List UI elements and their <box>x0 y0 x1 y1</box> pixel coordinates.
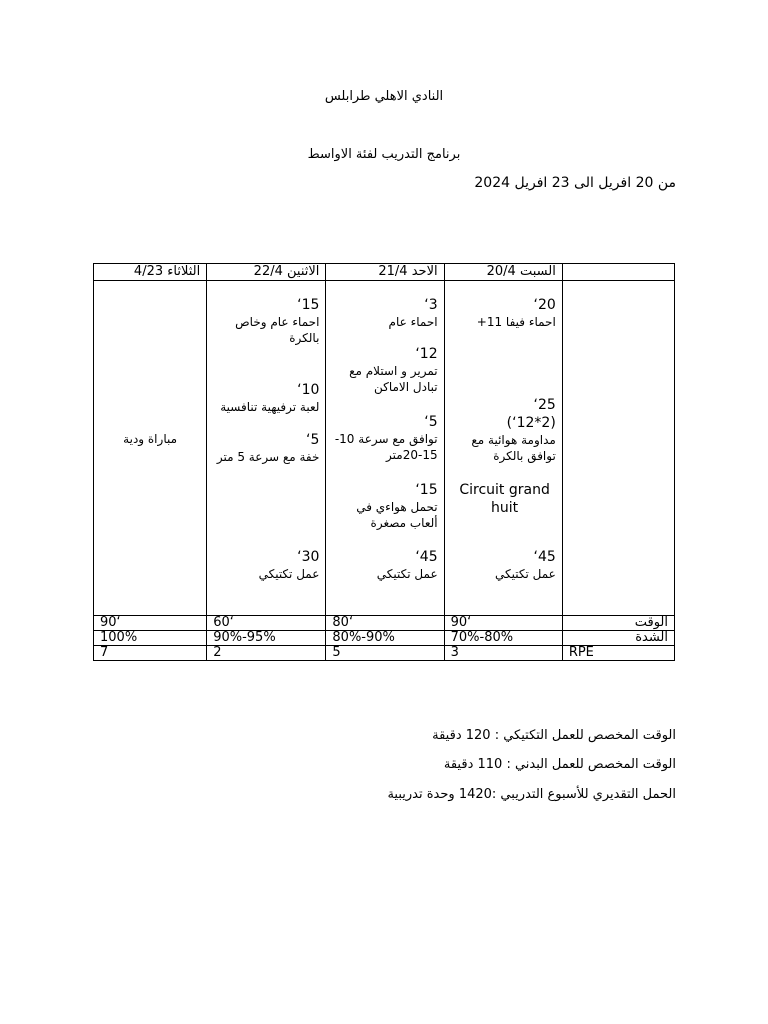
sat-block-1: 20‘ احماء فيفا 11+ <box>476 297 556 329</box>
sat-block-4: 45‘ عمل تكتيكي <box>494 549 556 581</box>
tuesday-cell <box>94 281 207 616</box>
mon-block-4: 30‘ عمل تكتيكي <box>258 549 320 581</box>
sun-block-3: 5‘ توافق مع سرعة 10-15-20متر <box>334 414 438 462</box>
sun-block-2: 12‘ تمرير و استلام مع تبادل الاماكن <box>349 346 438 394</box>
mon-block-2: 10‘ لعبة ترفيهية تنافسية <box>220 382 320 414</box>
intensity-mon: 90%-95% <box>207 631 326 646</box>
intensity-label: الشدة <box>562 631 674 646</box>
summary-load: الحمل التقديري للأسبوع التدريبي :1420 وحدة تدريبية <box>387 787 676 802</box>
rpe-label: RPE <box>562 646 674 661</box>
program-period: من 20 افريل الى 23 افريل 2024 <box>474 175 676 191</box>
time-mon: 60‘ <box>207 616 326 631</box>
sun-block-1: 3‘ احماء عام <box>388 297 438 329</box>
header-corner <box>562 264 674 281</box>
sun-block-5: 45‘ عمل تكتيكي <box>376 549 438 581</box>
summary-tactical: الوقت المخصص للعمل التكتيكي : 120 دقيقة <box>432 728 676 743</box>
time-tue: 90‘ <box>94 616 207 631</box>
sat-circuit: Circuit grand huit <box>459 482 550 516</box>
intensity-tue: 100% <box>94 631 207 646</box>
tue-friendly-match: مباراة ودية <box>123 432 178 446</box>
summary-physical: الوقت المخصص للعمل البدني : 110 دقيقة <box>443 757 676 772</box>
sunday-cell <box>326 281 444 616</box>
training-table <box>93 263 675 661</box>
club-name: النادي الاهلي طرابلس <box>324 89 444 104</box>
rpe-tue: 7 <box>94 646 207 661</box>
time-label: الوقت <box>562 616 674 631</box>
rpe-sat: 3 <box>444 646 562 661</box>
rpe-mon: 2 <box>207 646 326 661</box>
saturday-cell <box>444 281 562 616</box>
time-sat: 90‘ <box>444 616 562 631</box>
time-row <box>94 616 675 631</box>
mon-block-3: 5‘ خفة مع سرعة 5 متر <box>216 432 320 464</box>
mon-block-1: 15‘ احماء عام وخاص بالكرة <box>235 297 320 345</box>
table-header-row <box>94 264 675 281</box>
header-tuesday: الثلاثاء 4/23 <box>94 264 207 281</box>
header-monday: الاثنين 22/4 <box>207 264 326 281</box>
monday-cell <box>207 281 326 616</box>
header-sunday: الاحد 21/4 <box>326 264 444 281</box>
intensity-sat: 70%-80% <box>444 631 562 646</box>
intensity-row <box>94 631 675 646</box>
sun-block-4: 15‘ تحمل هواءي في ألعاب مصغرة <box>356 482 438 530</box>
row-label-empty <box>562 281 674 616</box>
rpe-row <box>94 646 675 661</box>
sat-block-2: 25‘ (2*12‘) مداومة هوائية مع توافق بالكرة <box>471 397 556 463</box>
time-sun: 80‘ <box>326 616 444 631</box>
intensity-sun: 80%-90% <box>326 631 444 646</box>
header-saturday: السبت 20/4 <box>444 264 562 281</box>
program-title: برنامج التدريب لفئة الاواسط <box>307 147 461 162</box>
rpe-sun: 5 <box>326 646 444 661</box>
sessions-row <box>94 281 675 616</box>
